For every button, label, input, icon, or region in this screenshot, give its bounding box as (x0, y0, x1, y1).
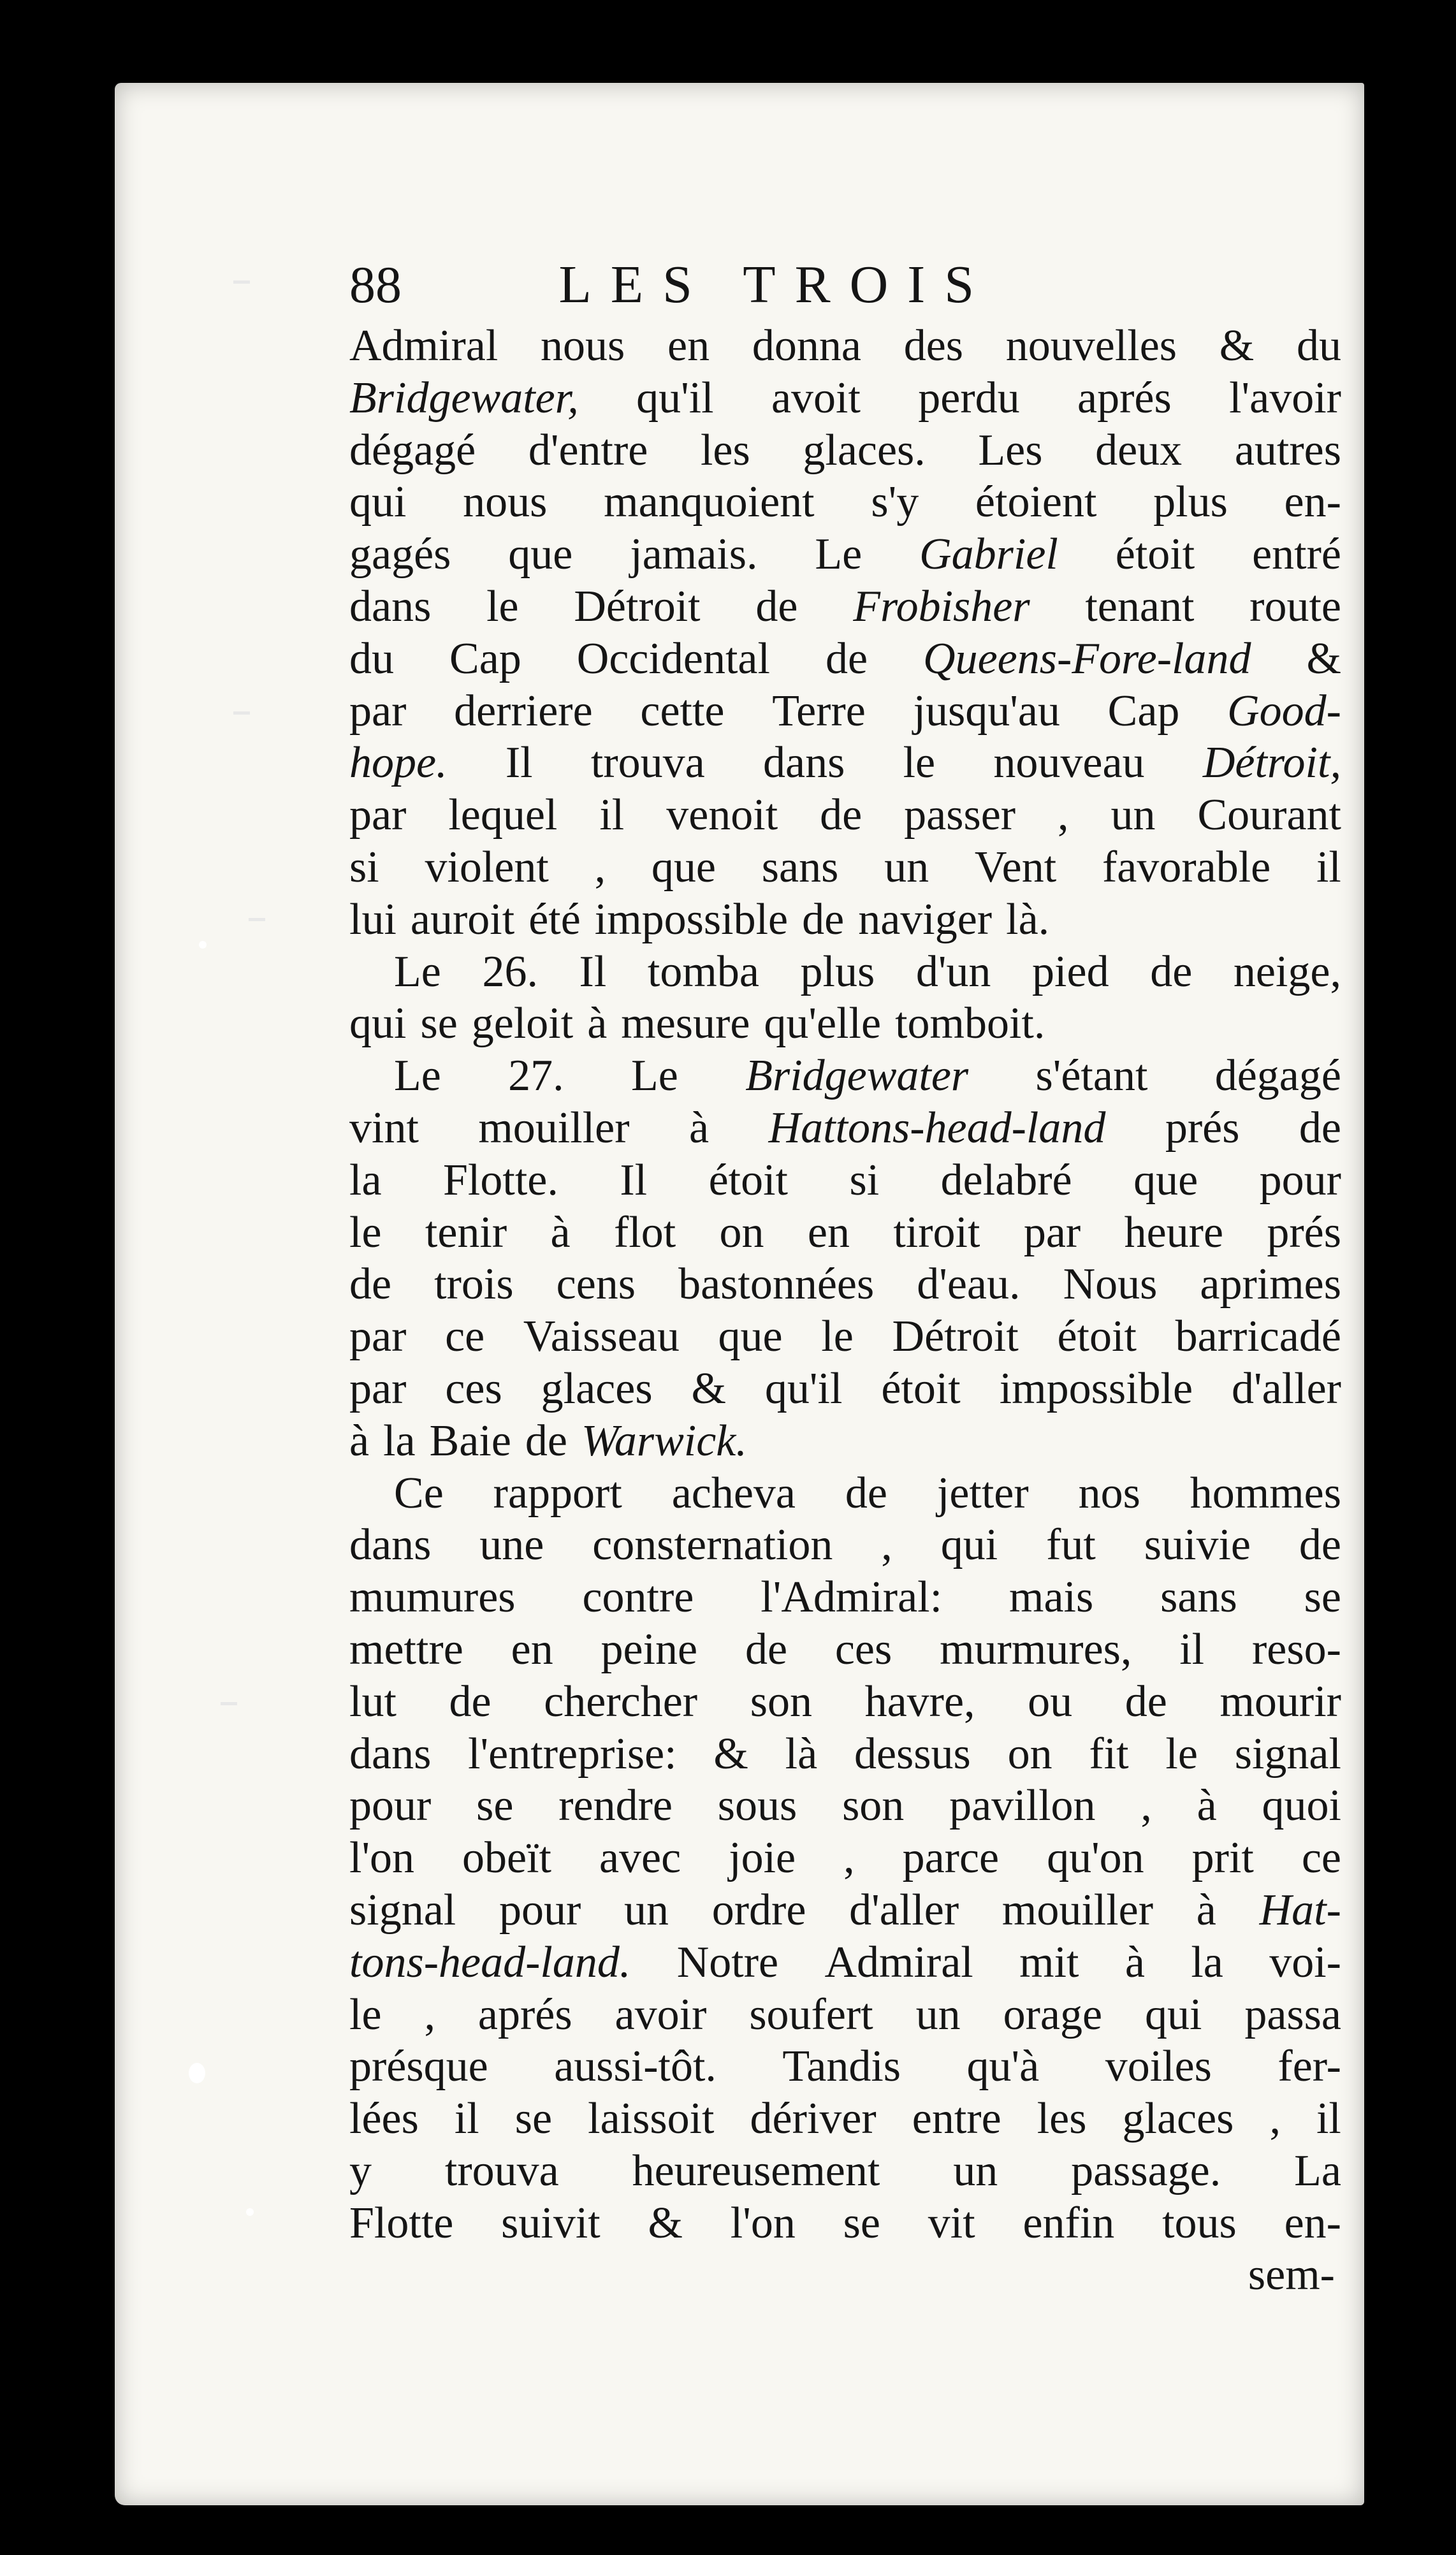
text-line: par derriere cette Terre jusqu'au Cap Good- (349, 686, 1341, 736)
text-line: qui nous manquoient s'y étoient plus en- (349, 477, 1341, 527)
text-line: mettre en peine de ces murmures, il reso- (349, 1624, 1341, 1674)
text-line: si violent , que sans un Vent favorable il (349, 842, 1341, 892)
text-line: dans une consternation , qui fut suivie de (349, 1520, 1341, 1570)
text-lines (349, 320, 1341, 2249)
text-line: le , aprés avoir soufert un orage qui passa (349, 1990, 1341, 2039)
text-line: vint mouiller à Hattons-head-land prés de (349, 1103, 1341, 1153)
text-line: la Flotte. Il étoit si delabré que pour (349, 1155, 1341, 1205)
text-line: mumures contre l'Admiral: mais sans se (349, 1573, 1341, 1622)
text-line: présque aussi-tôt. Tandis qu'à voiles fer- (349, 2042, 1341, 2092)
text-line: Flotte suivit & l'on se vit enfin tous en- (349, 2198, 1341, 2248)
text-line: par ce Vaisseau que le Détroit étoit barricadé (349, 1312, 1341, 1362)
ink-speck (189, 2063, 205, 2083)
running-title: LES TROIS (558, 255, 993, 314)
text-line: dégagé d'entre les glaces. Les deux autres (349, 425, 1341, 475)
text-line: lui auroit été impossible de naviger là. (349, 894, 1050, 944)
text-line: Ce rapport acheva de jetter nos hommes (394, 1468, 1341, 1518)
text-line: par lequel il venoit de passer , un Courant (349, 790, 1341, 840)
text-line: dans l'entreprise: & là dessus on fit le signal (349, 1729, 1341, 1779)
page-number: 88 (349, 256, 402, 314)
ink-speck (199, 941, 207, 949)
text-line: tons-head-land. Notre Admiral mit à la voi- (349, 1937, 1341, 1987)
margin-mark (249, 918, 265, 921)
text-line: l'on obeït avec joie , parce qu'on prit ce (349, 1833, 1341, 1883)
text-line: dans le Détroit de Frobisher tenant route (349, 581, 1341, 631)
text-line: y trouva heureusement un passage. La (349, 2146, 1341, 2195)
text-line: pour se rendre sous son pavillon , à quoi (349, 1781, 1341, 1831)
margin-mark (221, 1702, 237, 1705)
margin-mark (233, 711, 250, 715)
text-line: Le 26. Il tomba plus d'un pied de neige, (394, 947, 1341, 996)
text-line: à la Baie de Warwick. (349, 1416, 747, 1466)
text-line: Le 27. Le Bridgewater s'étant dégagé (394, 1051, 1341, 1101)
text-line: de trois cens bastonnées d'eau. Nous aprimes (349, 1260, 1341, 1309)
text-line: Bridgewater, qu'il avoit perdu aprés l'avoir (349, 373, 1341, 423)
text-line: lées il se laissoit dériver entre les glaces , il (349, 2094, 1341, 2144)
ink-speck (246, 2208, 254, 2216)
text-line: par ces glaces & qu'il étoit impossible d'aller (349, 1364, 1341, 1413)
text-line: Admiral nous en donna des nouvelles & du (349, 321, 1341, 370)
text-line: qui se geloit à mesure qu'elle tomboit. (349, 999, 1045, 1049)
text-line: lut de chercher son havre, ou de mourir (349, 1677, 1341, 1726)
page-text (349, 250, 1341, 2301)
text-line: signal pour un ordre d'aller mouiller à Hat- (349, 1885, 1341, 1935)
running-header (349, 250, 1114, 320)
margin-mark (233, 280, 250, 284)
text-line: le tenir à flot on en tiroit par heure prés (349, 1207, 1341, 1257)
text-line: du Cap Occidental de Queens-Fore-land & (349, 634, 1341, 683)
catchword: sem- (1248, 2250, 1335, 2300)
text-line: hope. Il trouva dans le nouveau Détroit, (349, 738, 1341, 788)
text-line: gagés que jamais. Le Gabriel étoit entré (349, 530, 1341, 579)
